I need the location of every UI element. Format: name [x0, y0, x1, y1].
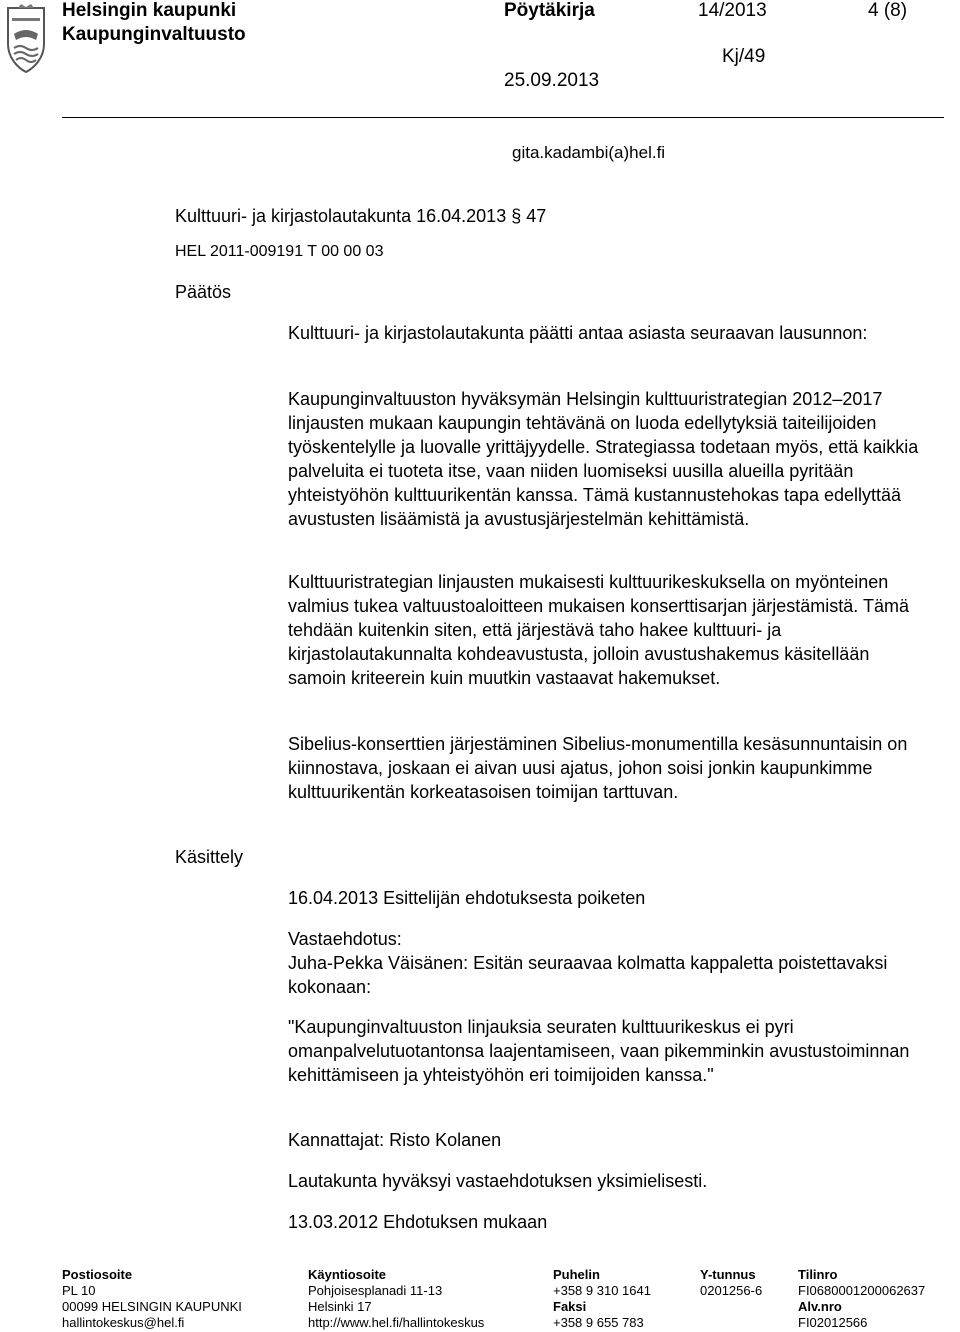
section-sign: §	[511, 206, 522, 226]
paragraph: Kannattajat: Risto Kolanen	[288, 1130, 502, 1150]
organization-unit: Kaupunginvaltuusto	[62, 24, 246, 45]
helsinki-crest-icon	[4, 4, 48, 76]
page-number: 4 (8)	[868, 0, 908, 21]
footer-postal: Postiosoite PL 10 00099 HELSINGIN KAUPUNKI hallintokeskus@hel.fi	[62, 1267, 242, 1330]
section-number: 47	[526, 206, 547, 226]
board-reference: Kulttuuri- ja kirjastolautakunta 16.04.2013 § 47	[175, 206, 547, 226]
footer-account: Tilinro FI0680001200062637 Alv.nro FI02012566	[798, 1267, 926, 1330]
organization-name: Helsingin kaupunki	[62, 0, 237, 21]
case-id: HEL 2011-009191 T 00 00 03	[175, 243, 384, 260]
paragraph: Kulttuuri- ja kirjastolautakunta päätti antaa asiasta seuraavan lausunnon:	[288, 323, 868, 343]
document-number: 14/2013	[698, 0, 767, 21]
paragraph: "Kaupunginvaltuuston linjauksia seuraten kulttuurikeskus ei pyri omanpalvelutuotantonsa laajentamiseen, vaan pikemminkin avustustoiminnan kehittämiseen ja yhteistyöhön eri toimijoiden kanssa."	[288, 1017, 910, 1085]
footer-website-link[interactable]: http://www.hel.fi/hallintokeskus	[308, 1315, 485, 1330]
paragraph: 13.03.2012 Ehdotuksen mukaan	[288, 1212, 548, 1232]
label-processing: Käsittely	[175, 847, 244, 867]
label-decision: Päätös	[175, 282, 232, 302]
footer-email[interactable]: hallintokeskus@hel.fi	[62, 1315, 185, 1330]
header-divider	[62, 117, 944, 118]
contact-email: gita.kadambi(a)hel.fi	[512, 143, 666, 162]
footer-visiting: Käyntiosoite Pohjoisesplanadi 11-13 Helsinki 17 http://www.hel.fi/hallintokeskus	[308, 1267, 485, 1330]
paragraph: Lautakunta hyväksyi vastaehdotuksen yksimielisesti.	[288, 1171, 708, 1191]
case-reference: Kj/49	[722, 46, 766, 67]
document-type: Pöytäkirja	[504, 0, 595, 21]
paragraph: Kulttuuristrategian linjausten mukaisesti kulttuurikeskuksella on myönteinen valmius tukea valtuustoaloitteen mukaisen konserttisarjan järjestämistä. Tämä tehdään kuitenkin siten, että järjestävä taho hakee kulttuuri- ja kirjastolautakunnalta kohdeavustusta, jolloin avustushakemus käsitellään samoin kriteerein kuin muutkin vastaavat hakemukset.	[288, 572, 909, 688]
paragraph: Sibelius-konserttien järjestäminen Sibelius-monumentilla kesäsunnuntaisin on kiinnostava, joskaan ei aivan uusi ajatus, johon soisi jonkin kaupunkimme kulttuurikentän korkeatasoisen toimijan tarttuvan.	[288, 734, 908, 802]
paragraph: 16.04.2013 Esittelijän ehdotuksesta poiketen	[288, 888, 646, 908]
paragraph: Vastaehdotus: Juha-Pekka Väisänen: Esitän seuraavaa kolmatta kappaletta poistettavaksi kokonaan:	[288, 929, 888, 997]
footer-phone: Puhelin +358 9 310 1641 Faksi +358 9 655 783	[553, 1267, 651, 1330]
footer-business-id: Y-tunnus 0201256-6	[700, 1267, 763, 1298]
paragraph: Kaupunginvaltuuston hyväksymän Helsingin kulttuuristrategian 2012–2017 linjausten mukaan kaupungin tehtävänä on luoda edellytyksiä taiteilijoiden työskentelylle ja luovalle yrittäjyydelle. Strategiassa todetaan myös, että kaikkia palveluita ei tuoteta itse, vaan niiden luomiseksi uusilla alueilla pyritään yhteistyöhön kulttuurikentän kanssa. Tämä kustannustehokas tapa edellyttää avustusten lisäämistä ja avustusjärjestelmän kehittämistä.	[288, 389, 919, 529]
meeting-date: 25.09.2013	[504, 70, 600, 91]
